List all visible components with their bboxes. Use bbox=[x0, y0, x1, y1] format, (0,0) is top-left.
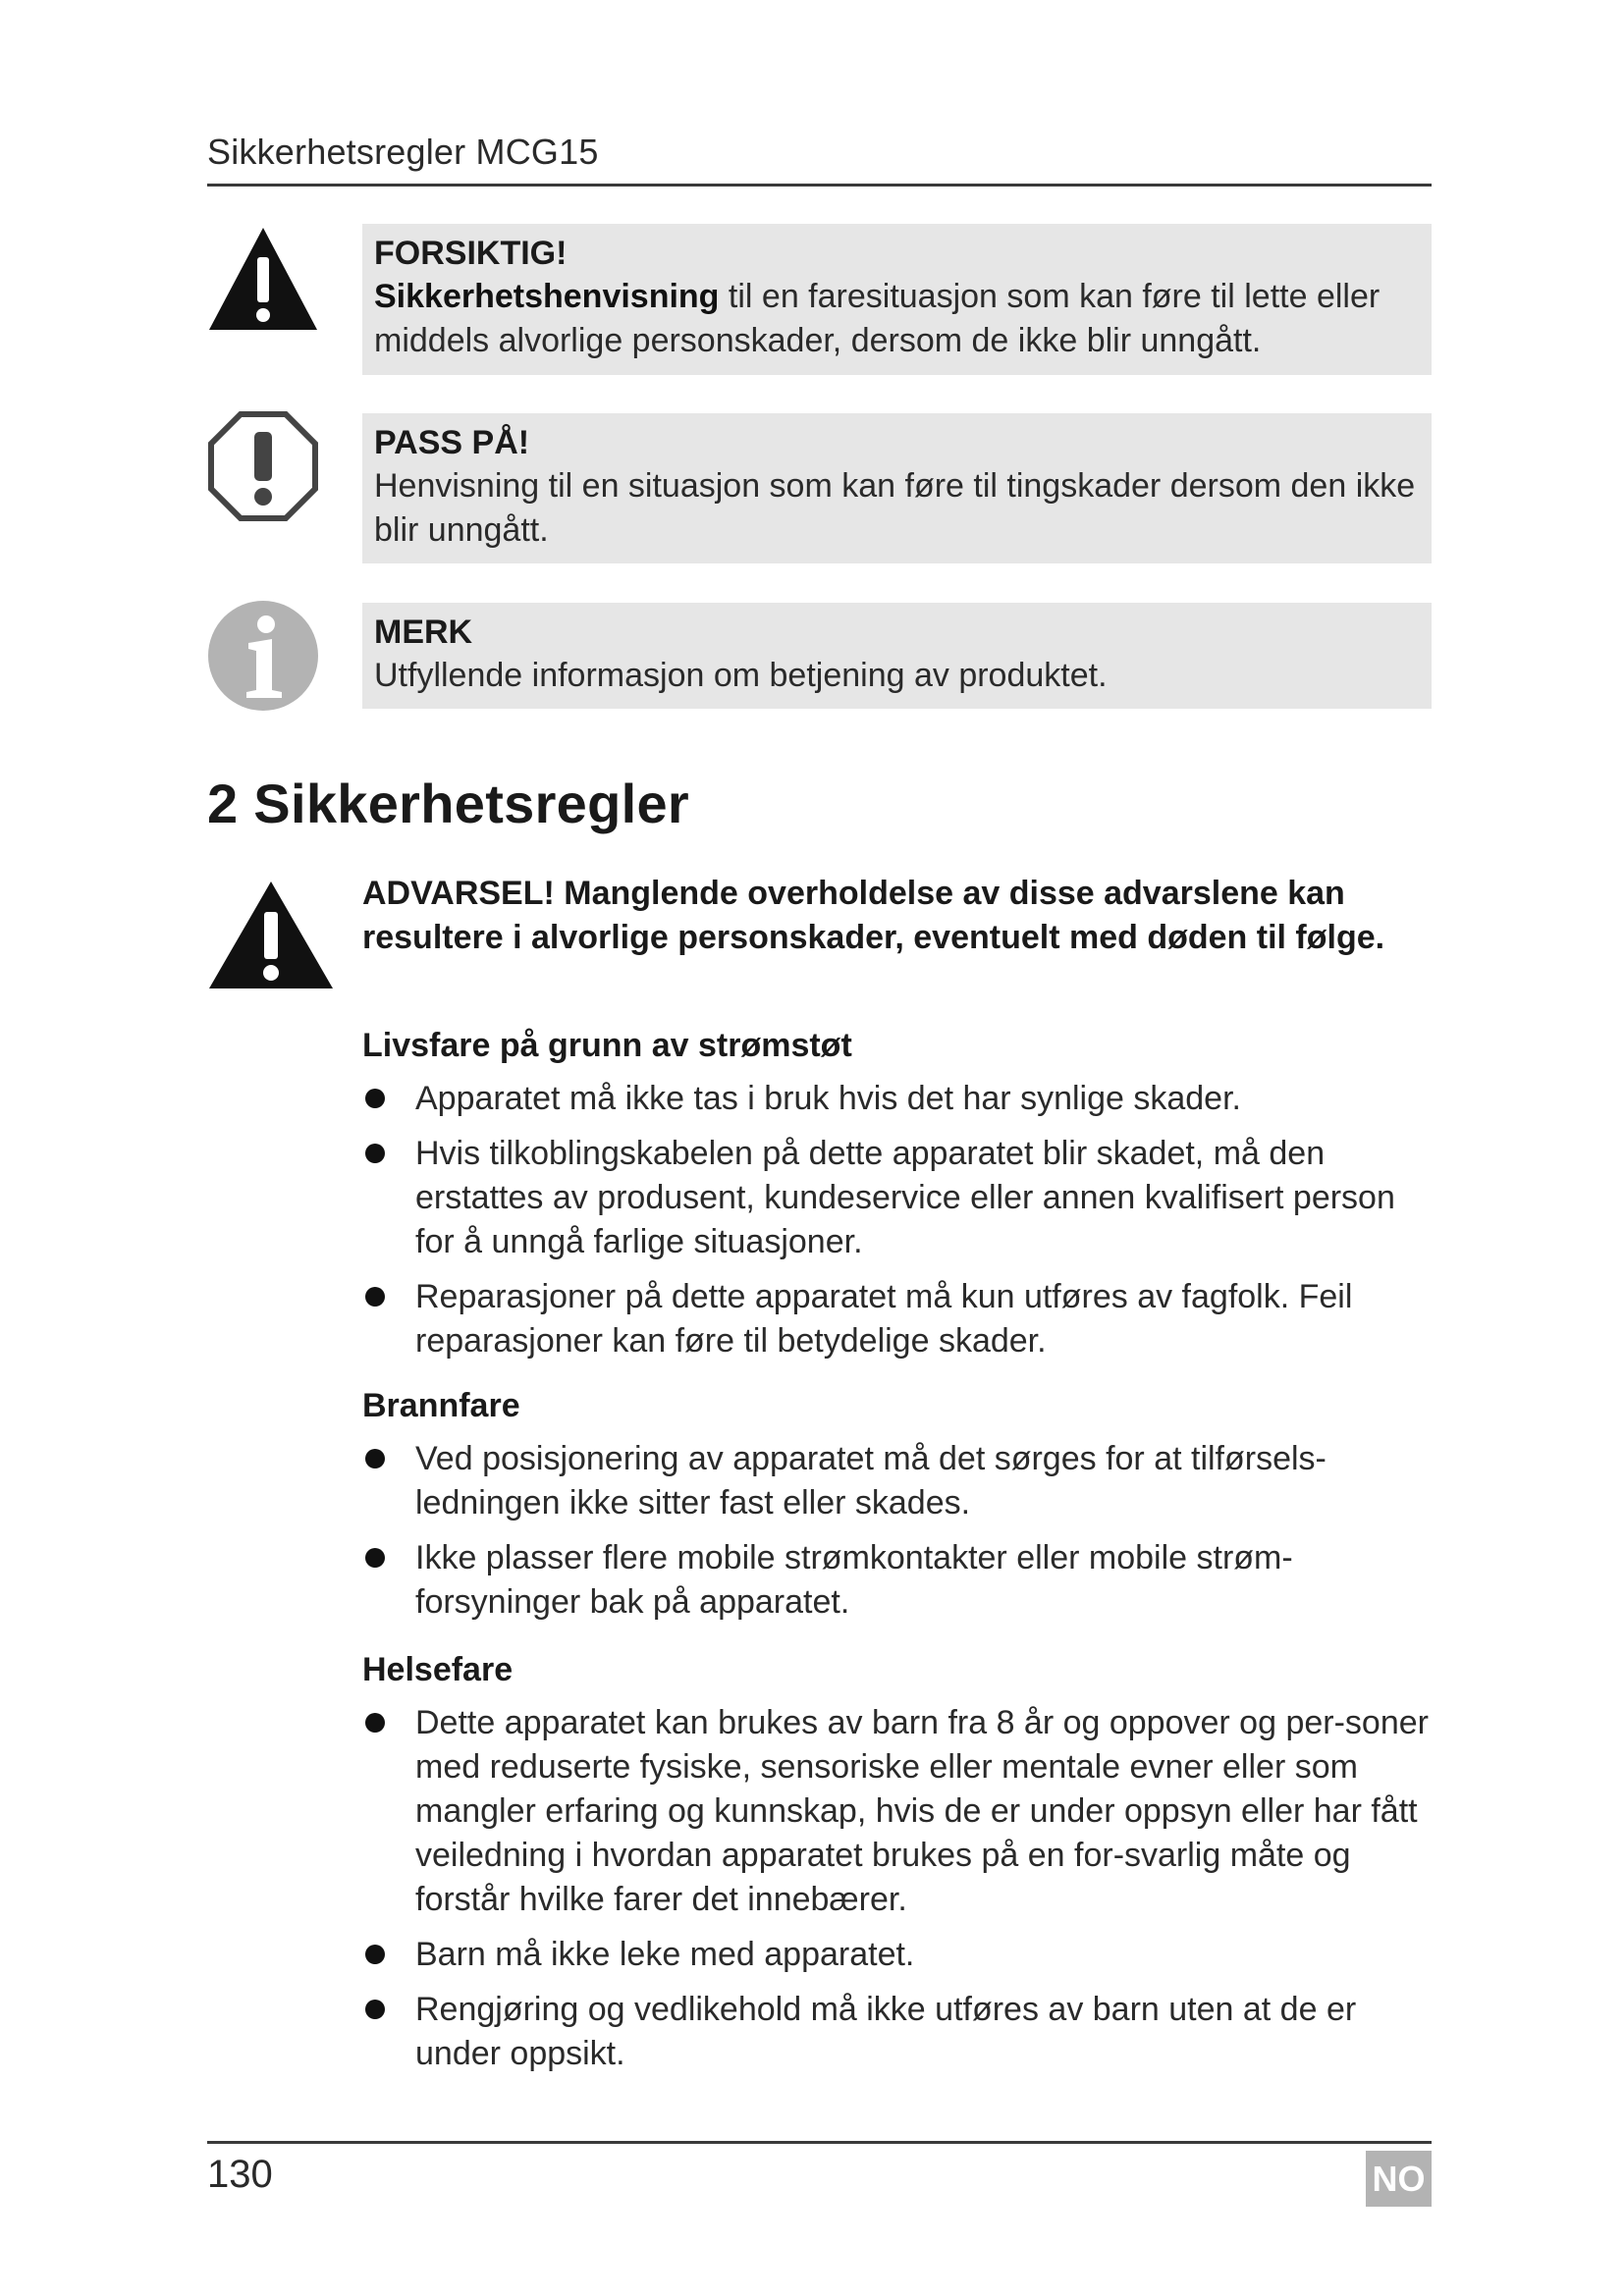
info-icon bbox=[207, 600, 319, 712]
list-item bbox=[362, 1701, 1432, 1922]
caution-body: til en faresituasjon som kan føre til lette eller middels alvorlige personskader, dersom de ikke blir unngått. bbox=[374, 278, 1380, 359]
info-note bbox=[362, 603, 1432, 709]
language-badge: NO bbox=[1366, 2151, 1432, 2207]
group-electric-shock bbox=[362, 1024, 1432, 1374]
group-heading: Livsfare på grunn av strømstøt bbox=[362, 1027, 852, 1064]
notice-text: Henvisning til en situasjon som kan føre til tingskader dersom den ikke blir unngått. bbox=[374, 467, 1416, 549]
warning-triangle-icon bbox=[207, 224, 319, 336]
list-item bbox=[362, 1933, 1432, 1977]
info-text: Utfyllende informasjon om betjening av produktet. bbox=[374, 657, 1108, 694]
group-health-hazard bbox=[362, 1648, 1432, 2087]
warning-triangle-icon bbox=[207, 879, 335, 991]
list-item-text: Rengjøring og vedlikehold må ikke utføres av barn uten at de er under oppsikt. bbox=[415, 1991, 1357, 2072]
bullet-list bbox=[362, 1437, 1432, 1625]
group-heading: Brannfare bbox=[362, 1387, 520, 1424]
list-item bbox=[362, 1132, 1432, 1264]
list-item bbox=[362, 1437, 1432, 1525]
list-item-text: Hvis tilkoblingskabelen på dette apparatet blir skadet, må den erstattes av produsent, kundeservice eller annen kvalifisert person for å unngå farlige situasjoner. bbox=[415, 1135, 1395, 1260]
bullet-icon bbox=[365, 2000, 385, 2019]
list-item bbox=[362, 1275, 1432, 1363]
list-item bbox=[362, 1988, 1432, 2076]
bullet-icon bbox=[365, 1713, 385, 1733]
notice-title: PASS PÅ! bbox=[374, 424, 530, 461]
page-number: 130 bbox=[207, 2153, 273, 2196]
bullet-icon bbox=[365, 1144, 385, 1163]
notice-octagon-icon bbox=[207, 410, 319, 522]
header-divider bbox=[207, 184, 1432, 187]
running-header: Sikkerhetsregler MCG15 bbox=[207, 132, 599, 172]
list-item-text: Ved posisjonering av apparatet må det sørges for at tilførsels-ledningen ikke sitter fast eller skades. bbox=[415, 1440, 1326, 1522]
bullet-list bbox=[362, 1077, 1432, 1363]
list-item-text: Ikke plasser flere mobile strømkontakter eller mobile strøm-forsyninger bak på apparatet. bbox=[415, 1539, 1293, 1621]
advarsel-warning: ADVARSEL! Manglende overholdelse av disse advarslene kan resultere i alvorlige personskader, eventuelt med døden til følge. bbox=[362, 875, 1385, 956]
list-item bbox=[362, 1536, 1432, 1625]
bullet-icon bbox=[365, 1089, 385, 1108]
caution-note bbox=[362, 224, 1432, 375]
bullet-icon bbox=[365, 1548, 385, 1568]
section-heading: 2 Sikkerhetsregler bbox=[207, 773, 690, 834]
bullet-list bbox=[362, 1701, 1432, 2076]
caution-title: FORSIKTIG! bbox=[374, 235, 568, 272]
info-title: MERK bbox=[374, 614, 473, 651]
list-item-text: Apparatet må ikke tas i bruk hvis det har synlige skader. bbox=[415, 1080, 1241, 1117]
list-item-text: Barn må ikke leke med apparatet. bbox=[415, 1936, 915, 1973]
bullet-icon bbox=[365, 1287, 385, 1307]
notice-note bbox=[362, 413, 1432, 563]
list-item-text: Reparasjoner på dette apparatet må kun utføres av fagfolk. Feil reparasjoner kan føre til betydelige skader. bbox=[415, 1278, 1353, 1360]
bullet-icon bbox=[365, 1945, 385, 1964]
group-heading: Helsefare bbox=[362, 1651, 514, 1688]
bullet-icon bbox=[365, 1449, 385, 1468]
footer-divider bbox=[207, 2141, 1432, 2144]
list-item-text: Dette apparatet kan brukes av barn fra 8 år og oppover og per-soner med reduserte fysiske, sensoriske eller mentale evner eller som mangler erfaring og kunnskap, hvis de er under oppsyn eller har fått veiledning i hvordan apparatet brukes på en for-svarlig måte og forstår hvilke farer det innebærer. bbox=[415, 1704, 1429, 1918]
caution-text bbox=[374, 275, 1422, 363]
list-item bbox=[362, 1077, 1432, 1121]
caution-lead: Sikkerhetshenvisning bbox=[374, 278, 720, 315]
group-fire-hazard bbox=[362, 1384, 1432, 1635]
